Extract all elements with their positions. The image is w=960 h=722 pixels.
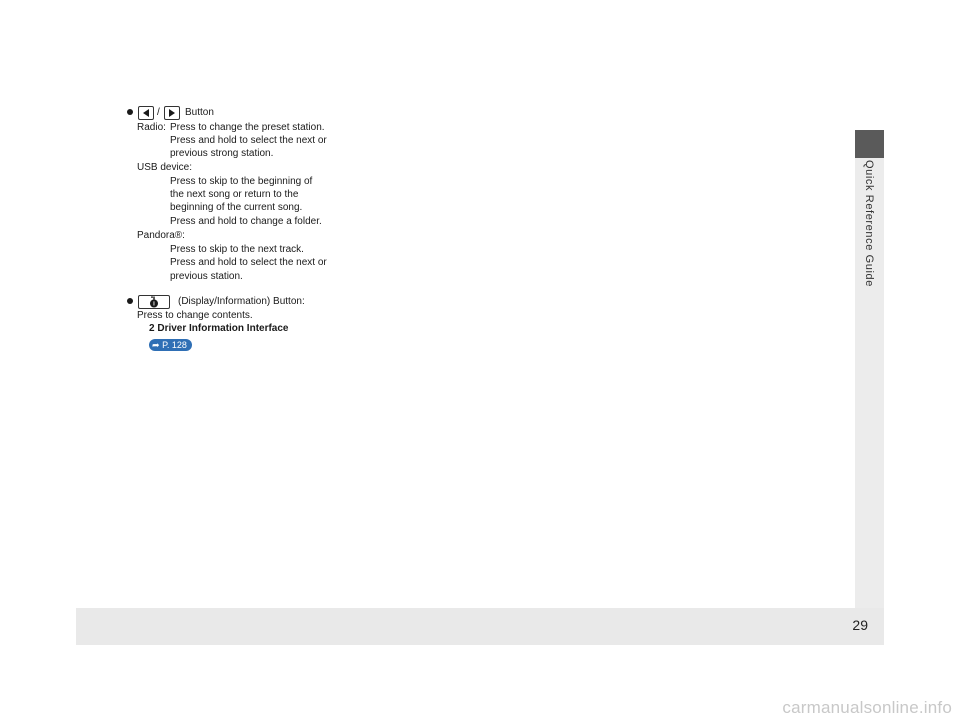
pandora-line: Press and hold to select the next or [170,257,327,268]
watermark: carmanualsonline.info [782,698,952,717]
footer-band [76,608,884,645]
usb-line: Press and hold to change a folder. [170,216,322,227]
xref-arrow-icon: 2 [149,323,155,334]
usb-label: USB device: [137,162,193,173]
bullet-icon [127,298,133,304]
item-description: Press to change contents. [137,310,253,321]
display-info-key-icon [138,295,170,309]
key-separator: / [157,107,160,118]
page-number: 29 [852,617,868,633]
pandora-line: previous station. [170,271,243,282]
radio-line: Press and hold to select the next or [170,135,327,146]
seek-forward-key-icon [164,106,180,120]
usb-line: Press to skip to the beginning of [170,176,313,187]
item-title: Button [185,107,214,118]
pandora-label: Pandora®: [137,230,185,241]
sidebar-tab [855,130,884,158]
radio-line: Press to change the preset station. [170,122,325,133]
bullet-icon [127,109,133,115]
item-title: (Display/Information) Button: [178,296,305,307]
radio-label: Radio: [137,122,166,133]
xref-link[interactable] [149,322,289,335]
xref-title: Driver Information Interface [157,323,289,334]
section-title: Quick Reference Guide [863,160,875,287]
radio-line: previous strong station. [170,148,274,159]
pandora-line: Press to skip to the next track. [170,244,304,255]
svg-text:i: i [153,301,155,308]
usb-line: the next song or return to the [170,189,299,200]
page-arrow-icon: ➦ [152,340,160,350]
seek-back-key-icon [138,106,154,120]
page-reference-label: P. 128 [162,340,187,350]
usb-line: beginning of the current song. [170,202,303,213]
page-reference-button[interactable] [149,339,192,351]
